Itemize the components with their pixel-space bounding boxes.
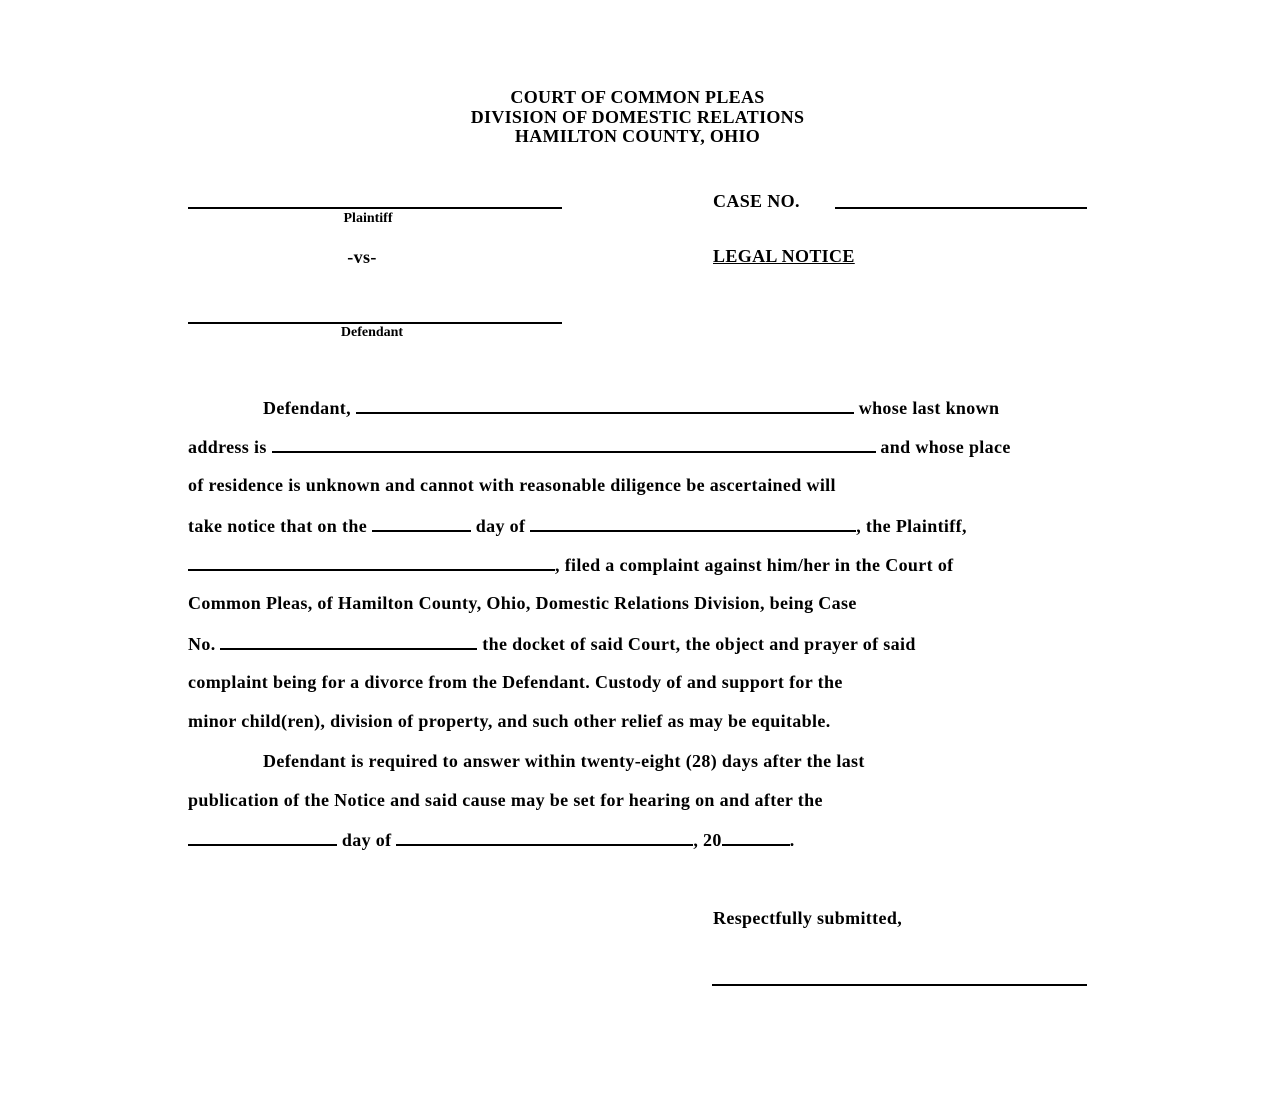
day-of-text: day of xyxy=(475,516,526,536)
plaintiff-name-line[interactable] xyxy=(188,207,562,209)
court-division: DIVISION OF DOMESTIC RELATIONS xyxy=(470,107,805,127)
body-line-3: of residence is unknown and cannot with reasonable diligence be ascertained will xyxy=(188,475,836,495)
body-line-6: Common Pleas, of Hamilton County, Ohio, Domestic Relations Division, being Case xyxy=(188,593,857,613)
notice-title: LEGAL NOTICE xyxy=(713,246,855,266)
address-intro: address is xyxy=(188,437,267,457)
case-number-label: CASE NO. xyxy=(713,191,800,211)
hearing-year-blank[interactable] xyxy=(722,829,790,846)
closing-text: Respectfully submitted, xyxy=(713,908,903,928)
body-line-7 xyxy=(188,633,916,655)
filing-day-blank[interactable] xyxy=(372,515,471,532)
body-line-4 xyxy=(188,515,967,537)
docket-case-number-blank[interactable] xyxy=(220,633,477,650)
year-prefix: , 20 xyxy=(693,830,722,850)
last-known-text: whose last known xyxy=(858,398,1000,418)
hearing-month-blank[interactable] xyxy=(396,829,693,846)
body-line-10: Defendant is required to answer within twenty-eight (28) days after the last xyxy=(263,751,865,771)
plaintiff-label: Plaintiff xyxy=(343,211,393,226)
body-line-5 xyxy=(188,554,954,576)
defendant-name-blank[interactable] xyxy=(356,397,854,414)
body-line-12 xyxy=(188,829,795,851)
residence-text: and whose place xyxy=(880,437,1011,457)
body-line-2 xyxy=(188,436,1011,458)
filing-month-blank[interactable] xyxy=(530,515,856,532)
body-line-1 xyxy=(263,397,999,419)
complaint-text: , filed a complaint against him/her in the Court of xyxy=(555,555,954,575)
defendant-label: Defendant xyxy=(340,325,404,340)
period: . xyxy=(789,830,795,850)
number-label: No. xyxy=(188,634,216,654)
defendant-intro: Defendant, xyxy=(263,398,351,418)
case-number-line[interactable] xyxy=(835,207,1087,209)
body-line-11: publication of the Notice and said cause may be set for hearing on and after the xyxy=(188,790,823,810)
versus-label: -vs- xyxy=(347,247,377,267)
body-line-9: minor child(ren), division of property, and such other relief as may be equitable. xyxy=(188,711,831,731)
plaintiff-name-blank[interactable] xyxy=(188,554,555,571)
plaintiff-text: , the Plaintiff, xyxy=(856,516,967,536)
body-line-8: complaint being for a divorce from the Defendant. Custody of and support for the xyxy=(188,672,843,692)
court-name: COURT OF COMMON PLEAS xyxy=(510,87,765,107)
hearing-day-blank[interactable] xyxy=(188,829,337,846)
notice-date-intro: take notice that on the xyxy=(188,516,368,536)
court-county: HAMILTON COUNTY, OHIO xyxy=(514,126,761,146)
address-blank[interactable] xyxy=(272,436,876,453)
signature-line[interactable] xyxy=(712,984,1087,986)
hearing-day-of-text: day of xyxy=(341,830,392,850)
docket-text: the docket of said Court, the object and prayer of said xyxy=(482,634,916,654)
defendant-name-line[interactable] xyxy=(188,322,562,324)
